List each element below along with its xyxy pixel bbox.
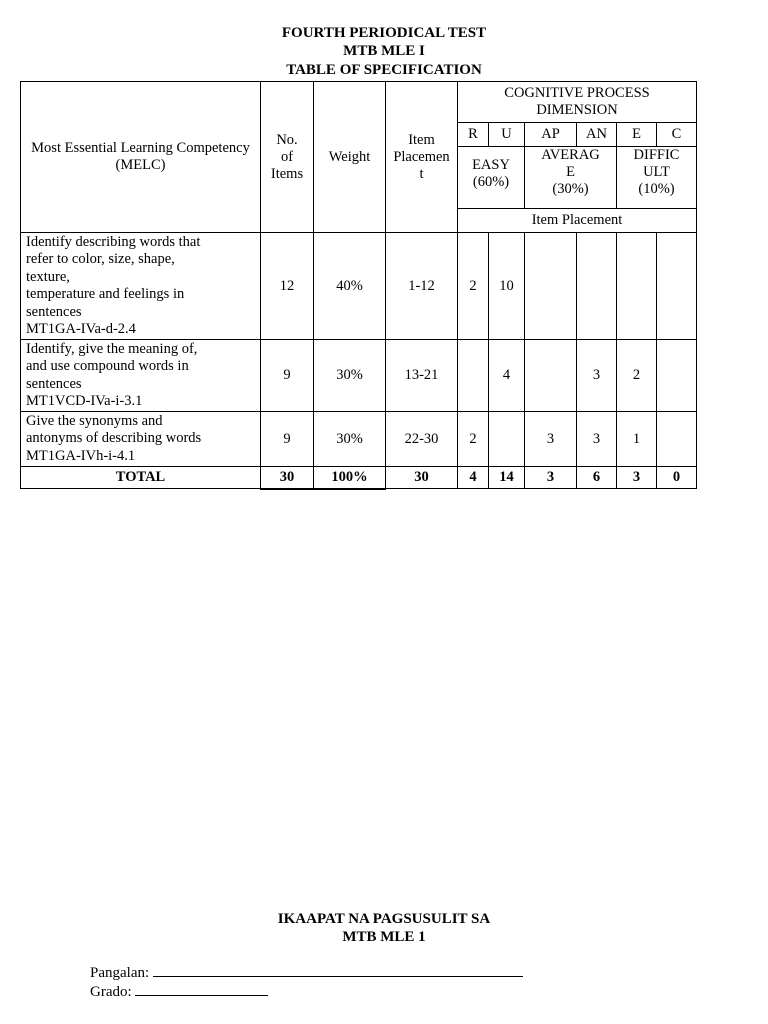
- total-row: [21, 467, 697, 489]
- total-u: 14: [489, 467, 525, 489]
- c-cell: [657, 412, 697, 467]
- r-cell: [458, 340, 489, 412]
- melc-cell: Identify, give the meaning of, and use compound words in sentences MT1VCD-IVa-i-3.1: [21, 340, 261, 412]
- u-cell: [489, 412, 525, 467]
- melc-cell: Give the synonyms and antonyms of describing words MT1GA-IVh-i-4.1: [21, 412, 261, 467]
- item-placement-label: Item Placement: [458, 209, 697, 233]
- an-cell: [577, 233, 617, 340]
- name-blank[interactable]: [153, 962, 523, 977]
- exam-title: IKAAPAT NA PAGSUSULIT SA: [277, 911, 491, 927]
- difficult-level: DIFFIC ULT (10%): [617, 147, 697, 209]
- total-items: 30: [261, 467, 314, 489]
- name-field: [90, 962, 523, 982]
- placement-cell: 1-12: [386, 233, 458, 340]
- table-row: [21, 233, 697, 340]
- placement-header: Item Placemen t: [386, 82, 458, 233]
- code-u: U: [489, 123, 525, 147]
- easy-level: EASY (60%): [458, 147, 525, 209]
- u-cell: 10: [489, 233, 525, 340]
- name-label: Pangalan:: [90, 965, 150, 981]
- total-an: 6: [577, 467, 617, 489]
- weight-cell: 40%: [314, 233, 386, 340]
- code-ap: AP: [525, 123, 577, 147]
- code-c: C: [657, 123, 697, 147]
- grade-label: Grado:: [90, 984, 132, 1000]
- table-of-specification: [20, 81, 697, 490]
- e-cell: 1: [617, 412, 657, 467]
- items-header: No. of Items: [261, 82, 314, 233]
- exam-subject: MTB MLE 1: [342, 929, 426, 945]
- total-r: 4: [458, 467, 489, 489]
- ap-cell: 3: [525, 412, 577, 467]
- code-e: E: [617, 123, 657, 147]
- code-r: R: [458, 123, 489, 147]
- items-cell: 12: [261, 233, 314, 340]
- weight-cell: 30%: [314, 412, 386, 467]
- total-weight: 100%: [314, 467, 386, 489]
- melc-cell: Identify describing words that refer to color, size, shape, texture, temperature and feelings in sentences MT1GA-IVa-d-2.4: [21, 233, 261, 340]
- table-title: TABLE OF SPECIFICATION: [286, 62, 482, 78]
- test-title: FOURTH PERIODICAL TEST: [281, 25, 487, 41]
- weight-header: Weight: [314, 82, 386, 233]
- c-cell: [657, 233, 697, 340]
- r-cell: 2: [458, 412, 489, 467]
- grade-blank[interactable]: [135, 981, 268, 996]
- average-level: AVERAG E (30%): [525, 147, 617, 209]
- table-row: [21, 412, 697, 467]
- grade-field: [90, 981, 268, 1001]
- cognitive-dimension-header: COGNITIVE PROCESS DIMENSION: [458, 82, 697, 123]
- weight-cell: 30%: [314, 340, 386, 412]
- subject-title: MTB MLE I: [343, 43, 425, 59]
- placement-cell: 22-30: [386, 412, 458, 467]
- c-cell: [657, 340, 697, 412]
- ap-cell: [525, 340, 577, 412]
- placement-cell: 13-21: [386, 340, 458, 412]
- r-cell: 2: [458, 233, 489, 340]
- melc-header: Most Essential Learning Competency (MELC): [21, 82, 261, 233]
- total-c: 0: [657, 467, 697, 489]
- code-an: AN: [577, 123, 617, 147]
- total-label: TOTAL: [21, 467, 261, 489]
- items-cell: 9: [261, 412, 314, 467]
- items-cell: 9: [261, 340, 314, 412]
- e-cell: 2: [617, 340, 657, 412]
- an-cell: 3: [577, 340, 617, 412]
- e-cell: [617, 233, 657, 340]
- total-placement: 30: [386, 467, 458, 489]
- total-e: 3: [617, 467, 657, 489]
- total-ap: 3: [525, 467, 577, 489]
- u-cell: 4: [489, 340, 525, 412]
- ap-cell: [525, 233, 577, 340]
- an-cell: 3: [577, 412, 617, 467]
- table-row: [21, 340, 697, 412]
